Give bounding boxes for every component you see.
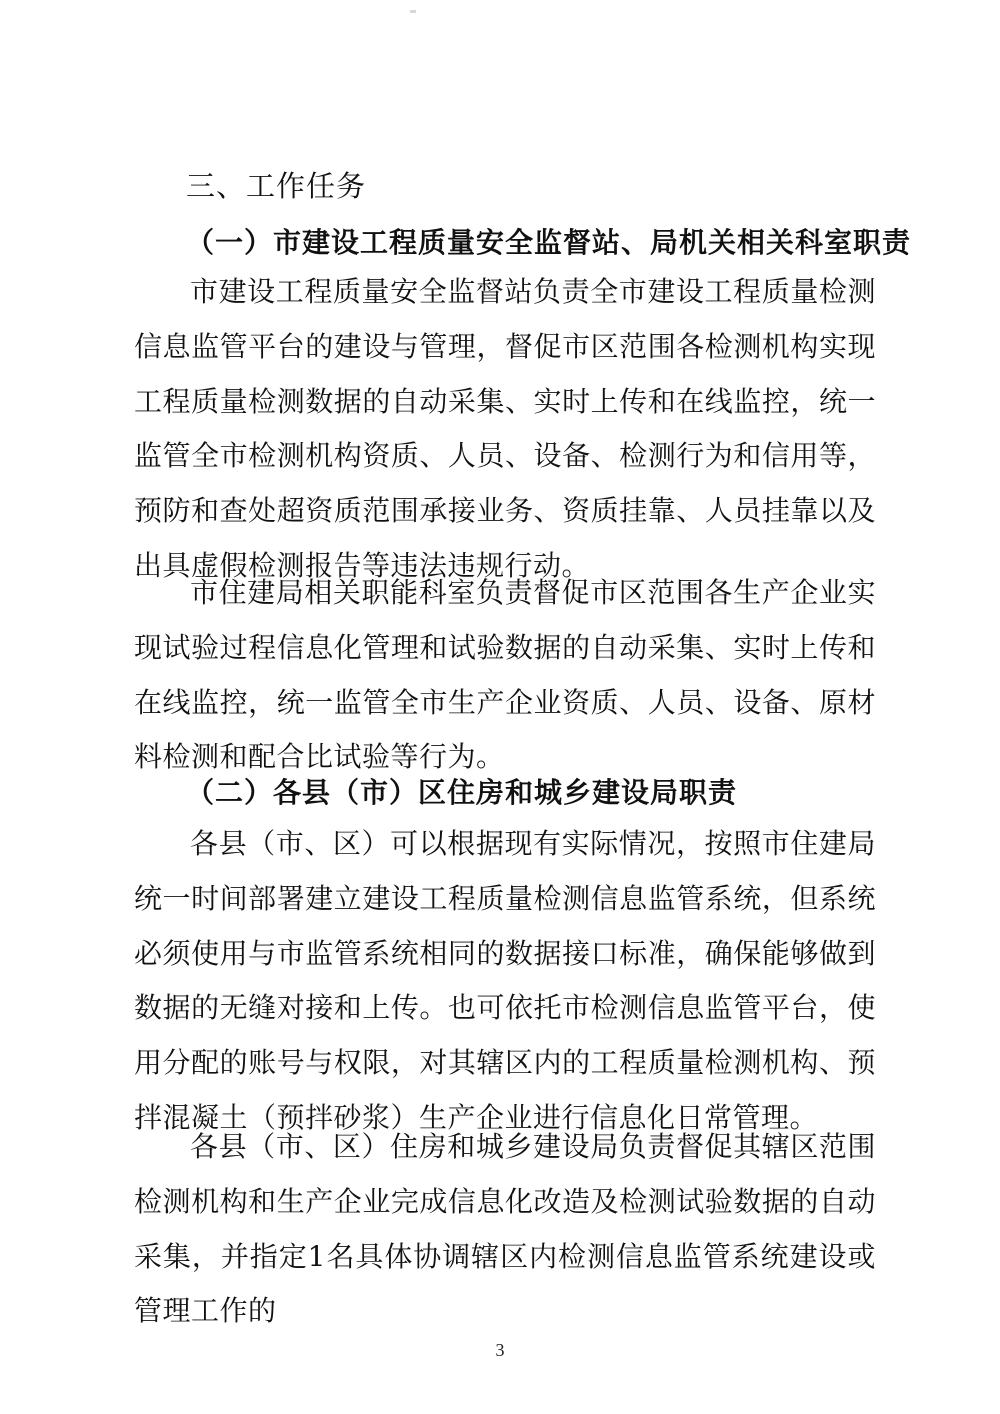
paragraph-4: 各县（市、区）住房和城乡建设局负责督促其辖区范围检测机构和生产企业完成信息化改造及检测试验数据的自动采集，并指定1名具体协调辖区内检测信息监管系统建设或管理工作的 bbox=[134, 1130, 876, 1328]
paragraph-2: 市住建局相关职能科室负责督促市区范围各生产企业实现试验过程信息化管理和试验数据的自动采集、实时上传和在线监控，统一监管全市生产企业资质、人员、设备、原材料检测和配合比试验等行为。 bbox=[134, 576, 876, 774]
page-number: 3 bbox=[495, 1340, 505, 1360]
scan-artifact bbox=[410, 10, 416, 13]
paragraph-1: 市建设工程质量安全监督站负责全市建设工程质量检测信息监管平台的建设与管理，督促市区范围各检测机构实现工程质量检测数据的自动采集、实时上传和在线监控，统一监管全市检测机构资质、人员、设备、检测行为和信用等，预防和查处超资质范围承接业务、资质挂靠、人员挂靠以及出具虚假检测报告等违法违规行动。 bbox=[134, 275, 876, 582]
section-heading: 三、工作任务 bbox=[186, 169, 367, 203]
subsection-title-2: （二）各县（市）区住房和城乡建设局职责 bbox=[186, 776, 738, 809]
subsection-title-1: （一）市建设工程质量安全监督站、局机关相关科室职责 bbox=[186, 226, 912, 259]
paragraph-3: 各县（市、区）可以根据现有实际情况，按照市住建局统一时间部署建立建设工程质量检测信息监管系统，但系统必须使用与市监管系统相同的数据接口标准，确保能够做到数据的无缝对接和上传。也可依托市检测信息监管平台，使用分配的账号与权限，对其辖区内的工程质量检测机构、预拌混凝土（预拌砂浆）生产企业进行信息化日常管理。 bbox=[134, 827, 876, 1134]
